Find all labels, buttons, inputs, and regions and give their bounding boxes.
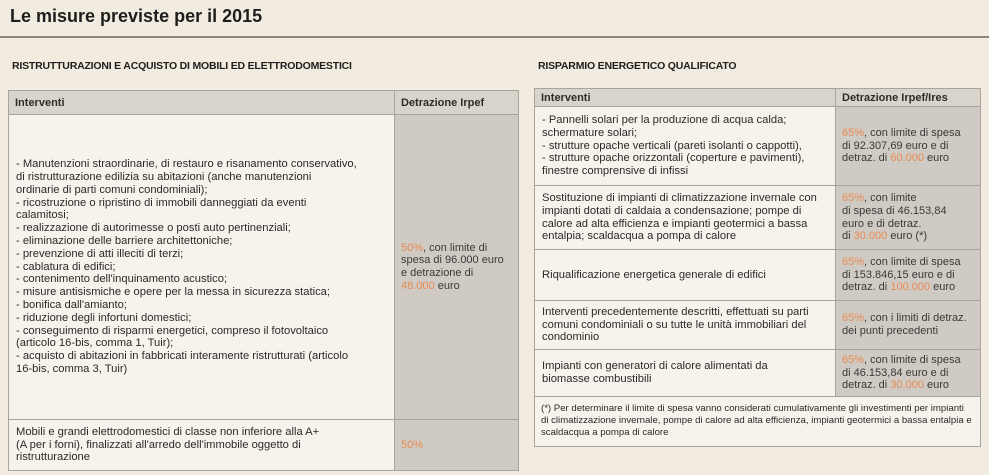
detrazione-text: , con limite di spesa <box>864 354 961 367</box>
footnote-line: (*) Per determinare il limite di spesa vanno considerati cumulativamente gli investimenti per impianti <box>541 402 964 414</box>
table-risparmio-energetico <box>534 88 981 447</box>
list-item: - misure antisismiche e opere per la messa in sicurezza statica; <box>16 286 330 299</box>
detrazione-cell <box>836 350 981 397</box>
list-item: calore ad alta efficienza e impianti geotermici a bassa <box>542 217 808 230</box>
list-item: - riduzione degli infortuni domestici; <box>16 311 192 324</box>
detrazione-unit: euro <box>434 279 460 292</box>
list-item: (articolo 16-bis, comma 1, Tuir); <box>16 337 174 350</box>
detrazione-amount: 60.000 <box>890 152 924 165</box>
list-item: - strutture opache orizzontali (coperture e pavimenti), <box>542 152 805 165</box>
list-item: - bonifica dall'amianto; <box>16 298 127 311</box>
detrazione-percent: 50% <box>401 241 424 254</box>
detrazione-unit: euro <box>923 379 950 392</box>
detrazione-cell <box>836 107 981 186</box>
interventi-cell <box>535 186 836 250</box>
section-title-risparmio-energetico: RISPARMIO ENERGETICO QUALIFICATO <box>538 60 737 72</box>
detrazione-text: di <box>842 230 854 243</box>
list-item: - ricostruzione o ripristino di immobili danneggiati da eventi <box>16 196 307 209</box>
detrazione-cell <box>836 250 981 301</box>
detrazione-cell <box>836 301 981 350</box>
detrazione-text: detraz. di <box>842 281 891 294</box>
footnote-line: scaldacqua a pompa di calore <box>541 427 669 439</box>
table-row <box>535 186 981 250</box>
list-item: Impianti con generatori di calore alimentati da <box>542 360 768 373</box>
table-row <box>535 250 981 301</box>
detrazione-text: di 46.153,84 euro e di <box>842 366 949 379</box>
section-title-ristrutturazioni: RISTRUTTURAZIONI E ACQUISTO DI MOBILI ED ELETTRODOMESTICI <box>12 60 352 72</box>
footnote-row <box>535 397 981 447</box>
detrazione-text: spesa di 96.000 euro <box>401 254 504 267</box>
list-item: entalpia; scaldacqua a pompa di calore <box>542 230 737 243</box>
list-item: condominio <box>542 331 600 344</box>
table-row <box>9 115 519 420</box>
detrazione-text: , con limite di <box>423 241 488 254</box>
page-title: Le misure previste per il 2015 <box>10 6 263 26</box>
table-ristrutturazioni <box>8 90 519 471</box>
detrazione-text: , con i limiti di detraz. <box>864 312 967 325</box>
header-interventi: Interventi <box>535 89 836 107</box>
list-item: 16-bis, comma 3, Tuir) <box>16 362 128 375</box>
interventi-cell <box>535 250 836 301</box>
detrazione-amount: 30.000 <box>853 230 888 243</box>
detrazione-text: e detrazione di <box>401 267 474 279</box>
detrazione-amount: 100.000 <box>890 281 931 294</box>
detrazione-percent: 50% <box>401 438 424 451</box>
header-interventi: Interventi <box>9 91 395 115</box>
detrazione-text: di 92.307,69 euro e di <box>842 139 949 152</box>
list-item: - Pannelli solari per la produzione di acqua calda; <box>542 114 787 126</box>
list-item: Riqualificazione energetica generale di edifici <box>542 268 766 281</box>
detrazione-text: , con limite di spesa <box>864 127 961 140</box>
detrazione-text: detraz. di <box>842 152 891 165</box>
detrazione-unit: euro <box>923 152 950 165</box>
list-item: impianti dotati di caldaia a condensazione; pompe di <box>542 204 802 217</box>
list-item: - prevenzione di atti illeciti di terzi; <box>16 247 184 260</box>
list-item: calamitosi; <box>16 209 69 222</box>
list-item: di ristrutturazione edilizia su abitazioni (anche manutenzioni <box>16 171 312 184</box>
table-row <box>535 107 981 186</box>
table-row <box>535 301 981 350</box>
list-item: comuni condominiali o su tutte le unità immobiliari del <box>542 318 807 331</box>
detrazione-percent: 65% <box>842 312 865 325</box>
detrazione-percent: 65% <box>842 192 865 205</box>
interventi-cell <box>535 350 836 397</box>
header-detrazione: Detrazione Irpef <box>395 91 519 115</box>
detrazione-percent: 65% <box>842 354 865 367</box>
list-item: Mobili e grandi elettrodomestici di classe non inferiore alla A+ <box>16 425 320 438</box>
detrazione-percent: 65% <box>842 256 865 269</box>
detrazione-percent: 65% <box>842 127 865 140</box>
detrazione-amount: 48.000 <box>401 279 435 292</box>
list-item: - eliminazione delle barriere architettoniche; <box>16 235 233 247</box>
interventi-cell <box>535 107 836 186</box>
list-item: ordinarie di parti comuni condominiali); <box>16 183 208 196</box>
detrazione-text: di spesa di 46.153,84 <box>842 204 947 217</box>
list-item: - cablatura di edifici; <box>16 260 116 273</box>
detrazione-text: euro e di detraz. <box>842 217 922 230</box>
table-row <box>9 420 519 471</box>
detrazione-text: , con limite di spesa <box>864 256 961 269</box>
interventi-cell <box>535 301 836 350</box>
list-item: biomasse combustibili <box>542 373 652 385</box>
list-item: - strutture opache verticali (pareti isolanti o cappotti), <box>542 139 802 152</box>
footnote-line: di climatizzazione invernale, pompe di calore ad alta efficienza, impianti geotermici a bassa entalpia e <box>541 414 972 426</box>
detrazione-cell <box>395 420 519 471</box>
list-item: schermature solari; <box>542 126 638 139</box>
list-item: Sostituzione di impianti di climatizzazione invernale con <box>542 191 817 204</box>
detrazione-cell <box>836 186 981 250</box>
detrazione-unit: euro (*) <box>887 230 928 243</box>
title-divider <box>0 36 989 38</box>
list-item: - Manutenzioni straordinarie, di restauro e risanamento conservativo, <box>16 158 357 171</box>
list-item: - acquisto di abitazioni in fabbricati interamente ristrutturati (articolo <box>16 350 349 363</box>
list-item: - realizzazione di autorimesse o posti auto pertinenziali; <box>16 222 291 235</box>
detrazione-text: di 153.846,15 euro e di <box>842 268 955 281</box>
detrazione-text: detraz. di <box>842 379 891 392</box>
table-row <box>535 350 981 397</box>
header-detrazione: Detrazione Irpef/Ires <box>836 89 981 107</box>
detrazione-text: , con limite <box>864 192 917 205</box>
list-item: Interventi precedentemente descritti, effettuati su parti <box>542 305 809 318</box>
detrazione-cell <box>395 115 519 420</box>
list-item: - contenimento dell'inquinamento acustico; <box>16 273 228 286</box>
list-item: ristrutturazione <box>16 451 90 464</box>
detrazione-unit: euro <box>930 281 956 294</box>
footnote <box>535 397 981 447</box>
detrazione-text: dei punti precedenti <box>842 325 939 337</box>
list-item: - conseguimento di risparmi energetici, compreso il fotovoltaico <box>16 324 329 337</box>
interventi-cell <box>9 420 395 471</box>
interventi-cell <box>9 115 395 420</box>
list-item: (A per i forni), finalizzati all'arredo dell'immobile oggetto di <box>16 438 301 451</box>
list-item: finestre comprensive di infissi <box>542 165 689 178</box>
detrazione-amount: 30.000 <box>890 379 924 392</box>
